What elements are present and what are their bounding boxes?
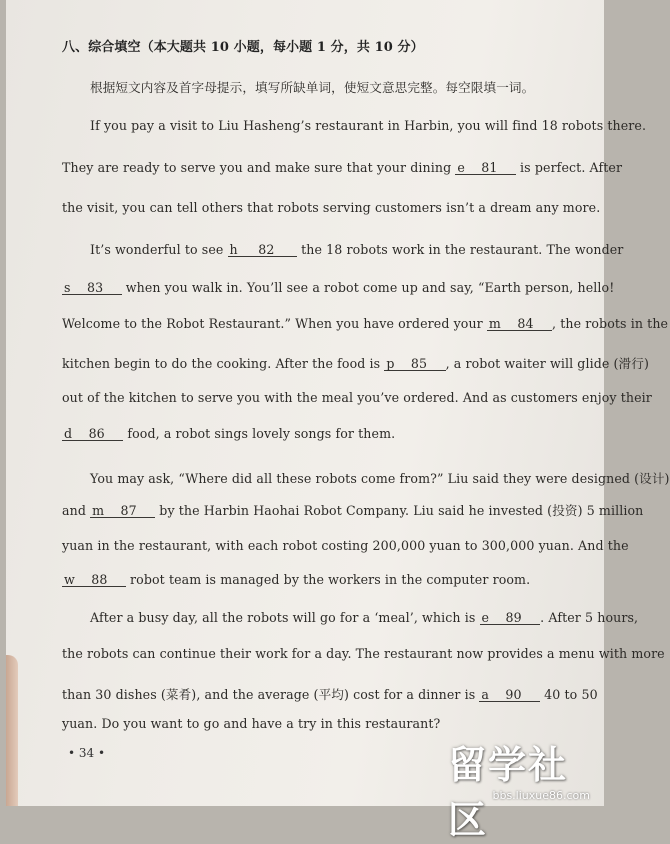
- answer-blank[interactable]: s 83: [64, 280, 120, 295]
- answer-blank[interactable]: d 86: [64, 426, 122, 441]
- answer-blank[interactable]: w 88: [64, 572, 124, 587]
- passage-text: You may ask, “Where did all these robots come from?” Liu said they were designed (设计): [90, 471, 670, 486]
- passage-text: by the Harbin Haohai Robot Company. Liu said he invested (投资) 5 million: [155, 503, 644, 518]
- answer-blank[interactable]: e 81: [457, 160, 514, 175]
- thumb-shadow: [6, 655, 18, 806]
- passage-line: [90, 610, 638, 625]
- passage-line: [90, 118, 646, 133]
- watermark-logo: 留学社区: [448, 743, 569, 842]
- answer-blank[interactable]: h 82: [229, 242, 296, 257]
- passage-line: [62, 160, 622, 175]
- passage-text: After a busy day, all the robots will go for a ‘meal’, which is: [90, 610, 480, 625]
- watermark: [448, 734, 598, 842]
- passage-text: kitchen begin to do the cooking. After the food is: [62, 356, 385, 371]
- passage-text: It’s wonderful to see: [90, 242, 228, 257]
- passage-text: , a robot waiter will glide (滑行): [445, 356, 649, 371]
- passage-text: and: [62, 503, 91, 518]
- exam-page: [6, 0, 670, 806]
- passage-text: yuan. Do you want to go and have a try in this restaurant?: [62, 716, 441, 731]
- passage-text: yuan in the restaurant, with each robot costing 200,000 yuan to 300,000 yuan. And the: [62, 538, 629, 553]
- answer-blank[interactable]: a 90: [481, 687, 539, 702]
- passage-text: when you walk in. You’ll see a robot come up and say, “Earth person, hello!: [121, 280, 615, 295]
- answer-blank[interactable]: m 84: [488, 316, 551, 331]
- passage-line: [62, 200, 600, 215]
- passage-text: food, a robot sings lovely songs for them.: [123, 426, 396, 441]
- passage-line: [62, 353, 649, 372]
- passage-text: the 18 robots work in the restaurant. The wonder: [297, 242, 624, 257]
- passage-text: the visit, you can tell others that robots serving customers isn’t a dream any more.: [62, 200, 601, 215]
- page-number: • 34 •: [68, 746, 106, 760]
- passage-line: [62, 572, 530, 587]
- passage-text: is perfect. After: [515, 160, 623, 175]
- passage-line: [62, 684, 598, 703]
- passage-text: If you pay a visit to Liu Hasheng’s restaurant in Harbin, you will find 18 robots there.: [90, 118, 647, 133]
- answer-blank[interactable]: m 87: [92, 503, 154, 518]
- passage-line: [90, 242, 623, 257]
- passage-line: [90, 468, 670, 487]
- passage-text: the robots can continue their work for a day. The restaurant now provides a menu with more: [62, 646, 665, 661]
- passage-line: [62, 426, 395, 441]
- answer-blank[interactable]: p 85: [386, 356, 444, 371]
- passage-text: than 30 dishes (菜肴), and the average (平均) cost for a dinner is: [62, 687, 480, 702]
- passage-text: robot team is managed by the workers in the computer room.: [125, 572, 531, 587]
- passage-text: Welcome to the Robot Restaurant.” When you have ordered your: [62, 316, 487, 331]
- section-heading: 八、综合填空（本大题共 10 小题，每小题 1 分，共 10 分）: [62, 40, 424, 55]
- passage-text: out of the kitchen to serve you with the meal you’ve ordered. And as customers enjoy their: [62, 390, 652, 405]
- answer-blank[interactable]: e 89: [481, 610, 539, 625]
- watermark-url: bbs.liuxue86.com: [492, 789, 590, 802]
- passage-line: [62, 316, 668, 331]
- passage-line: [62, 716, 440, 731]
- passage-line: [62, 390, 652, 405]
- passage-line: [62, 538, 629, 553]
- passage-text: 40 to 50: [540, 687, 598, 702]
- passage-text: . After 5 hours,: [540, 610, 639, 625]
- passage-text: , the robots in the: [552, 316, 669, 331]
- passage-text: They are ready to serve you and make sure that your dining: [62, 160, 456, 175]
- passage-line: [62, 646, 665, 661]
- instruction-text: 根据短文内容及首字母提示，填写所缺单词，使短文意思完整。每空限填一词。: [90, 80, 535, 95]
- passage-line: [62, 280, 614, 295]
- passage-line: [62, 500, 643, 519]
